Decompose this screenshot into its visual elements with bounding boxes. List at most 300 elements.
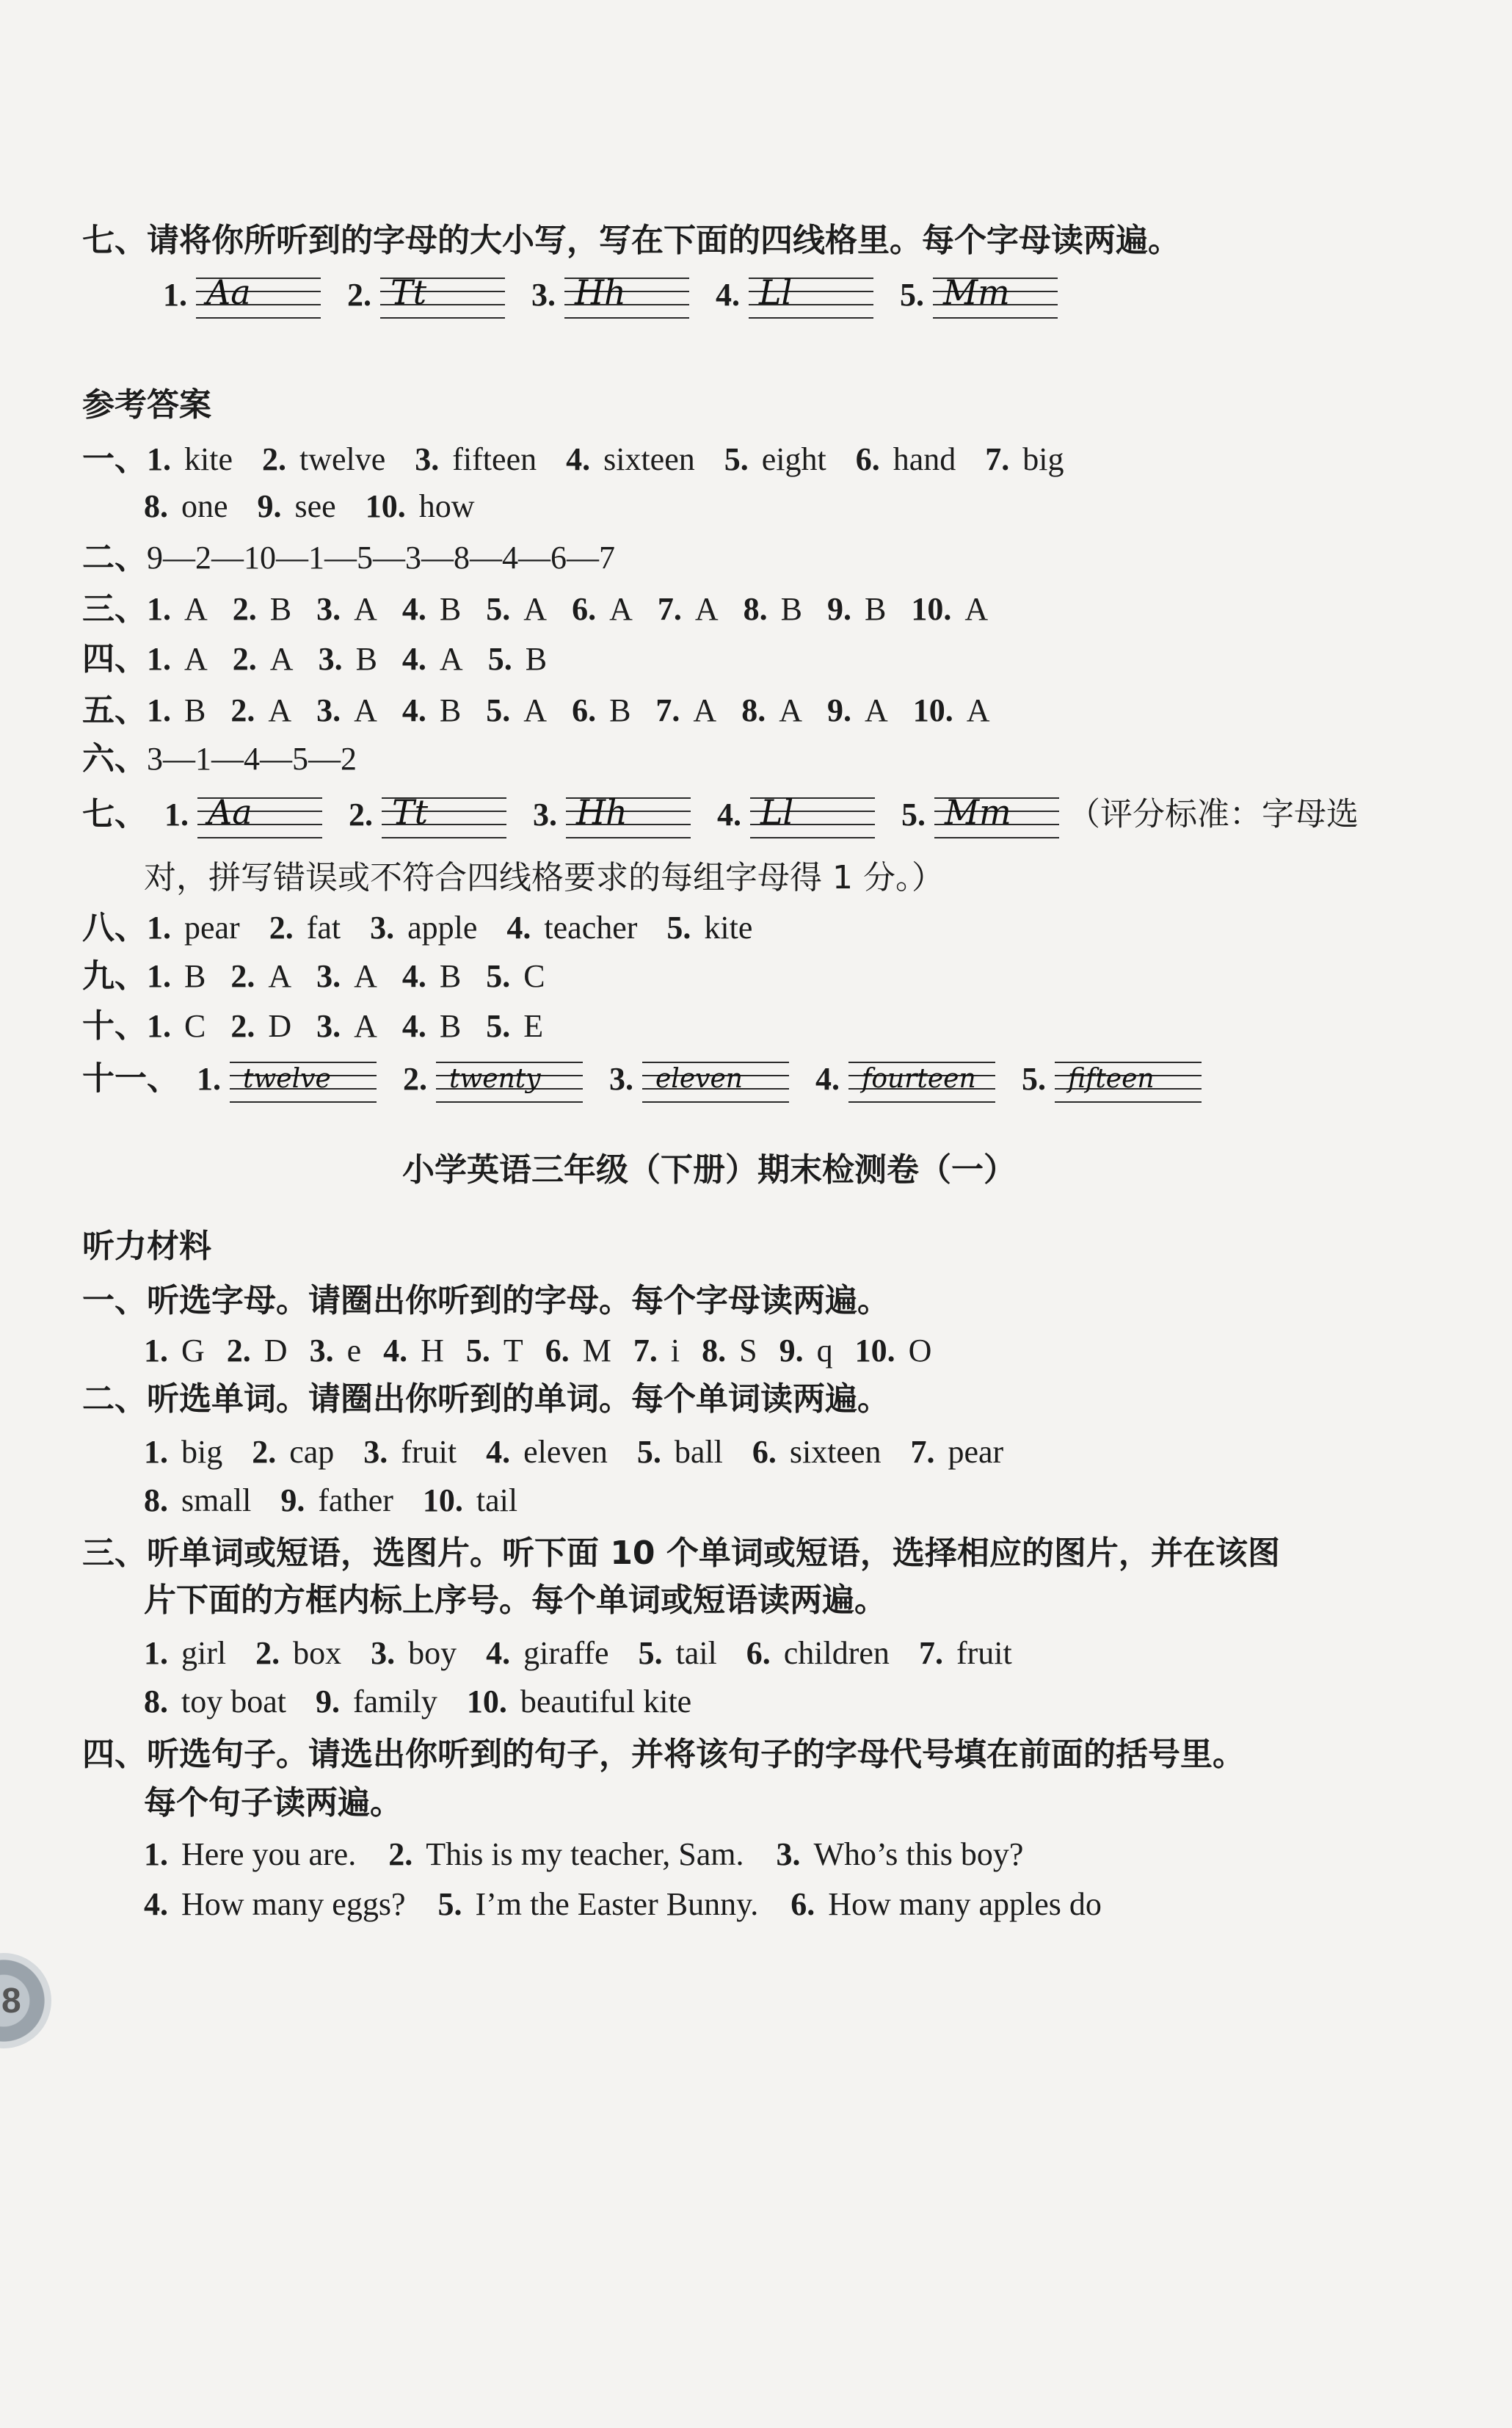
a9-item	[316, 956, 377, 997]
four-line-grid	[749, 273, 873, 320]
a1-item	[258, 486, 336, 527]
listening-3-row-2	[144, 1681, 721, 1722]
exam-title: 小学英语三年级（下册）期末检测卷（一）	[402, 1151, 1016, 1189]
l3-answer: family	[352, 1684, 437, 1719]
a7-number: 3.	[533, 796, 557, 833]
answer-9-label: 九、	[82, 957, 147, 995]
l2-number: 7.	[910, 1434, 935, 1470]
l4-number: 6.	[790, 1886, 815, 1922]
l3-number: 2.	[255, 1635, 280, 1671]
a5-item	[572, 690, 630, 731]
a1-number: 8.	[144, 488, 168, 524]
answer-7-note: （评分标准：字母选	[1068, 795, 1359, 833]
four-line-grid	[934, 793, 1059, 840]
l4-number: 1.	[144, 1836, 168, 1872]
sec7-number: 2.	[347, 276, 371, 313]
a3-number: 5.	[486, 591, 511, 627]
a1-number: 7.	[985, 441, 1010, 477]
l4-number: 5.	[437, 1886, 462, 1922]
l1-number: 9.	[779, 1333, 804, 1369]
l2-answer: ball	[674, 1434, 723, 1470]
a8-item	[147, 907, 240, 949]
l1-item	[633, 1330, 680, 1371]
a5-number: 8.	[741, 692, 766, 728]
a10-item	[402, 1006, 461, 1047]
a4-item	[147, 639, 208, 680]
l1-answer: S	[739, 1333, 757, 1369]
a3-number: 8.	[743, 591, 768, 627]
a1-item	[144, 486, 228, 527]
l1-answer: H	[421, 1333, 444, 1369]
l3-item	[639, 1633, 717, 1674]
a9-answer: B	[184, 958, 206, 994]
a9-number: 3.	[316, 958, 341, 994]
a4-answer: A	[184, 641, 208, 677]
a1-number: 9.	[257, 488, 282, 524]
a10-item	[230, 1006, 291, 1047]
a10-answer: E	[523, 1008, 544, 1044]
four-line-grid	[1055, 1057, 1202, 1104]
l1-answer: i	[670, 1333, 680, 1369]
a5-item	[655, 690, 716, 731]
a1-answer: hand	[893, 441, 956, 477]
a3-item	[233, 589, 291, 630]
l3-item	[919, 1633, 1012, 1674]
a9-item	[147, 956, 206, 997]
listening-1-items	[144, 1330, 953, 1371]
a3-answer: A	[964, 591, 989, 627]
a5-number: 3.	[316, 692, 341, 728]
l1-answer: G	[181, 1333, 205, 1369]
a10-number: 5.	[486, 1008, 511, 1044]
l3-answer: tail	[675, 1635, 717, 1671]
a3-number: 1.	[147, 591, 171, 627]
a5-answer: A	[966, 692, 990, 728]
a4-number: 3.	[318, 641, 343, 677]
a1-answer: how	[418, 488, 475, 524]
a10-number: 4.	[401, 1008, 426, 1044]
l2-item	[423, 1480, 517, 1521]
a3-item	[827, 589, 886, 630]
l3-number: 6.	[746, 1635, 771, 1671]
a5-number: 5.	[486, 692, 511, 728]
l2-number: 10.	[422, 1482, 463, 1518]
a11-number: 5.	[1022, 1060, 1046, 1097]
l2-item	[144, 1480, 251, 1521]
l4-answer: This is my teacher, Sam.	[426, 1836, 744, 1872]
l3-number: 9.	[315, 1684, 340, 1719]
a5-item	[486, 690, 547, 731]
a9-number: 2.	[230, 958, 255, 994]
a4-number: 2.	[232, 641, 257, 677]
four-line-grid	[382, 793, 506, 840]
l1-answer: M	[582, 1333, 611, 1369]
a1-number: 10.	[365, 488, 406, 524]
l2-item	[752, 1432, 882, 1473]
four-line-grid	[197, 793, 322, 840]
a4-answer: B	[525, 641, 548, 677]
l3-item	[486, 1633, 608, 1674]
l3-answer: girl	[181, 1635, 227, 1671]
page-number: 8	[1, 1982, 21, 2021]
answer-7	[82, 793, 1359, 852]
a1-item	[415, 439, 537, 480]
sec7-number: 1.	[163, 276, 187, 313]
a3-item	[402, 589, 461, 630]
listening-2-row-2	[144, 1480, 547, 1521]
l2-number: 2.	[252, 1434, 277, 1470]
a8-answer: apple	[407, 910, 478, 946]
answer-5	[82, 690, 1015, 731]
answer-11-label: 十一、	[82, 1059, 179, 1098]
a5-answer: B	[184, 692, 206, 728]
a3-answer: A	[184, 591, 208, 627]
l2-answer: small	[181, 1482, 252, 1518]
listening-1-heading: 一、听选字母。请圈出你听到的字母。每个字母读两遍。	[82, 1282, 890, 1319]
l3-item	[467, 1681, 691, 1722]
a10-answer: A	[354, 1008, 377, 1044]
a10-item	[147, 1006, 206, 1047]
l2-answer: pear	[948, 1434, 1004, 1470]
four-line-grid	[933, 273, 1058, 320]
four-line-grid	[230, 1057, 377, 1104]
l3-number: 8.	[144, 1684, 168, 1719]
handwritten-answer: Ll	[760, 792, 794, 832]
four-line-grid	[564, 273, 689, 320]
handwritten-answer: Aa	[206, 272, 251, 312]
a4-answer: A	[439, 641, 463, 677]
listening-2-heading: 二、听选单词。请圈出你听到的单词。每个单词读两遍。	[82, 1380, 890, 1418]
sec7-number: 5.	[900, 276, 924, 313]
l4-answer: How many eggs?	[181, 1886, 406, 1922]
a8-answer: kite	[704, 910, 753, 946]
a4-item	[488, 639, 547, 680]
l2-number: 5.	[636, 1434, 661, 1470]
a8-number: 3.	[370, 910, 395, 946]
a5-number: 10.	[912, 692, 953, 728]
l3-answer: box	[293, 1635, 342, 1671]
l1-number: 3.	[309, 1333, 334, 1369]
a9-answer: C	[523, 958, 545, 994]
a1-item	[856, 439, 956, 480]
four-line-grid	[380, 273, 505, 320]
answer-4-label: 四、	[82, 640, 147, 678]
a7-number: 4.	[717, 796, 741, 833]
l2-number: 6.	[752, 1434, 777, 1470]
l1-answer: O	[908, 1333, 932, 1369]
l4-answer: Here you are.	[181, 1836, 357, 1872]
listening-3-heading-cont: 片下面的方框内标上序号。每个单词或短语读两遍。	[144, 1581, 887, 1619]
a3-number: 10.	[911, 591, 952, 627]
a5-item	[741, 690, 802, 731]
handwritten-answer: Hh	[576, 792, 628, 832]
l2-answer: father	[318, 1482, 393, 1518]
a1-answer: kite	[184, 441, 233, 477]
a5-item	[827, 690, 888, 731]
l2-number: 4.	[486, 1434, 511, 1470]
a5-answer: B	[439, 692, 462, 728]
l2-answer: fruit	[401, 1434, 457, 1470]
a3-item	[147, 589, 208, 630]
listening-title: 听力材料	[82, 1228, 211, 1265]
sec7-number: 4.	[716, 276, 740, 313]
l1-number: 6.	[545, 1333, 570, 1369]
a5-number: 2.	[230, 692, 255, 728]
l1-item	[466, 1330, 523, 1371]
l3-number: 4.	[486, 1635, 511, 1671]
l3-answer: beautiful kite	[520, 1684, 692, 1719]
a5-answer: A	[693, 692, 717, 728]
a5-item	[316, 690, 377, 731]
l3-item	[371, 1633, 457, 1674]
l4-answer: How many apples do	[828, 1886, 1102, 1922]
l3-answer: giraffe	[523, 1635, 609, 1671]
l2-answer: sixteen	[789, 1434, 882, 1470]
a1-answer: sixteen	[603, 441, 695, 477]
l3-number: 5.	[638, 1635, 663, 1671]
l1-answer: q	[816, 1333, 833, 1369]
l3-answer: boy	[408, 1635, 457, 1671]
a3-item	[316, 589, 377, 630]
answer-7-label: 七、	[82, 795, 147, 833]
a5-answer: A	[864, 692, 888, 728]
a3-number: 9.	[826, 591, 851, 627]
answer-1-line-2	[144, 486, 504, 527]
a5-answer: A	[779, 692, 802, 728]
l3-answer: children	[783, 1635, 890, 1671]
l2-item	[637, 1432, 723, 1473]
answer-7-note-cont: 对，拼写错误或不符合四线格要求的每组字母得 1 分。）	[144, 859, 944, 896]
l1-number: 8.	[702, 1333, 727, 1369]
a1-answer: fifteen	[452, 441, 537, 477]
a10-answer: B	[439, 1008, 462, 1044]
a3-answer: A	[609, 591, 633, 627]
l4-item	[776, 1834, 1023, 1875]
l4-number: 2.	[388, 1836, 413, 1872]
answer-6	[82, 739, 357, 780]
answer-2-text: 9—2—10—1—5—3—8—4—6—7	[147, 540, 615, 576]
a1-item	[724, 439, 826, 480]
answer-8-label: 八、	[82, 909, 147, 946]
a4-number: 4.	[401, 641, 426, 677]
a3-number: 2.	[232, 591, 257, 627]
answer-4	[82, 639, 572, 680]
a7-number: 1.	[164, 796, 189, 833]
four-line-grid	[436, 1057, 583, 1104]
l2-answer: eleven	[523, 1434, 608, 1470]
l3-item	[746, 1633, 890, 1674]
l4-answer: Who’s this boy?	[813, 1836, 1024, 1872]
a1-number: 2.	[261, 441, 286, 477]
l1-answer: D	[263, 1333, 288, 1369]
a5-answer: A	[523, 692, 548, 728]
a1-answer: one	[181, 488, 228, 524]
a4-number: 1.	[147, 641, 171, 677]
answer-2-label: 二、	[82, 539, 147, 576]
l4-answer: I’m the Easter Bunny.	[475, 1886, 759, 1922]
handwritten-answer: Aa	[208, 792, 252, 832]
l1-number: 4.	[383, 1333, 408, 1369]
a9-number: 5.	[486, 958, 511, 994]
handwritten-answer: Tt	[392, 792, 429, 832]
l2-number: 8.	[144, 1482, 168, 1518]
l3-number: 3.	[371, 1635, 396, 1671]
four-line-grid	[196, 273, 321, 320]
a3-number: 6.	[572, 591, 597, 627]
listening-3-row-1	[144, 1633, 1042, 1674]
a11-number: 4.	[815, 1060, 840, 1097]
answer-3-label: 三、	[82, 590, 147, 628]
a1-answer: eight	[761, 441, 826, 477]
a9-item	[486, 956, 545, 997]
l3-number: 10.	[466, 1684, 507, 1719]
four-line-grid	[750, 793, 875, 840]
a8-number: 2.	[269, 910, 294, 946]
l2-answer: tail	[476, 1482, 518, 1518]
handwritten-answer: eleven	[655, 1064, 743, 1094]
a3-answer: A	[694, 591, 719, 627]
a5-item	[147, 690, 206, 731]
a5-answer: A	[354, 692, 377, 728]
l2-item	[280, 1480, 393, 1521]
a5-item	[230, 690, 291, 731]
l2-item	[144, 1432, 222, 1473]
a9-number: 4.	[401, 958, 426, 994]
a3-number: 7.	[657, 591, 682, 627]
a1-answer: see	[294, 488, 336, 524]
handwritten-answer: twelve	[243, 1064, 331, 1094]
handwritten-answer: fifteen	[1068, 1064, 1155, 1094]
l2-item	[911, 1432, 1004, 1473]
a8-item	[269, 907, 341, 949]
page-number-badge	[0, 1953, 51, 2048]
l1-item	[144, 1330, 205, 1371]
a10-item	[486, 1006, 543, 1047]
answer-5-label: 五、	[82, 692, 147, 729]
a10-number: 3.	[316, 1008, 341, 1044]
l3-number: 7.	[918, 1635, 943, 1671]
a1-item	[985, 439, 1064, 480]
l2-item	[363, 1432, 457, 1473]
a10-answer: C	[184, 1008, 206, 1044]
section-7-heading: 七、请将你所听到的字母的大小写，写在下面的四线格里。每个字母读两遍。	[82, 222, 1180, 259]
l4-number: 3.	[776, 1836, 801, 1872]
a5-number: 9.	[826, 692, 851, 728]
a8-answer: teacher	[544, 910, 638, 946]
answer-3	[82, 589, 1013, 630]
l4-number: 4.	[144, 1886, 168, 1922]
handwritten-answer: Ll	[759, 272, 793, 312]
a7-number: 5.	[901, 796, 926, 833]
a3-item	[911, 589, 988, 630]
handwritten-answer: Tt	[390, 272, 427, 312]
a3-answer: A	[523, 591, 548, 627]
answer-6-text: 3—1—4—5—2	[147, 741, 357, 777]
a9-item	[230, 956, 291, 997]
answer-6-label: 六、	[82, 740, 147, 778]
a5-number: 6.	[572, 692, 597, 728]
a3-answer: B	[269, 591, 292, 627]
l3-number: 1.	[144, 1635, 168, 1671]
answer-2	[82, 537, 615, 579]
listening-4-row-1	[144, 1834, 1055, 1875]
a10-item	[316, 1006, 377, 1047]
l1-item	[310, 1330, 362, 1371]
l1-number: 10.	[854, 1333, 895, 1369]
l4-item	[438, 1884, 759, 1925]
a1-number: 3.	[415, 441, 440, 477]
a3-item	[572, 589, 633, 630]
a8-number: 1.	[147, 910, 171, 946]
a3-answer: B	[780, 591, 802, 627]
a5-item	[402, 690, 461, 731]
four-line-grid	[642, 1057, 789, 1104]
l3-answer: fruit	[956, 1635, 1012, 1671]
answer-11	[82, 1057, 1210, 1116]
answer-1-label: 一、	[82, 441, 147, 478]
handwritten-answer: Mm	[945, 792, 1011, 832]
a3-answer: B	[864, 591, 887, 627]
l4-item	[790, 1884, 1102, 1925]
l3-item	[144, 1633, 226, 1674]
a11-number: 2.	[403, 1060, 427, 1097]
a8-item	[370, 907, 477, 949]
handwritten-answer: twenty	[449, 1064, 541, 1094]
a4-item	[319, 639, 377, 680]
a5-number: 7.	[655, 692, 680, 728]
a10-answer: D	[268, 1008, 292, 1044]
a1-item	[366, 486, 475, 527]
l2-item	[486, 1432, 608, 1473]
a8-item	[666, 907, 752, 949]
a3-item	[744, 589, 802, 630]
l1-item	[227, 1330, 288, 1371]
a1-item	[566, 439, 695, 480]
a9-answer: B	[439, 958, 462, 994]
l2-number: 9.	[280, 1482, 305, 1518]
l1-item	[702, 1330, 757, 1371]
answer-10-label: 十、	[82, 1007, 147, 1045]
a11-number: 3.	[609, 1060, 633, 1097]
a9-answer: A	[268, 958, 292, 994]
answer-8	[82, 907, 782, 949]
l2-number: 3.	[363, 1434, 388, 1470]
a5-item	[913, 690, 990, 731]
sec7-number: 3.	[531, 276, 556, 313]
l1-number: 7.	[633, 1333, 658, 1369]
a5-number: 4.	[401, 692, 426, 728]
l4-item	[144, 1834, 356, 1875]
a4-number: 5.	[487, 641, 512, 677]
a3-number: 3.	[316, 591, 341, 627]
l4-item	[144, 1884, 406, 1925]
answer-10	[82, 1006, 568, 1047]
l2-number: 1.	[144, 1434, 168, 1470]
listening-2-row-1	[144, 1432, 1033, 1473]
a4-answer: A	[269, 641, 294, 677]
a1-item	[262, 439, 385, 480]
a4-item	[402, 639, 463, 680]
a8-answer: pear	[184, 910, 240, 946]
l4-item	[388, 1834, 744, 1875]
a1-answer: big	[1022, 441, 1064, 477]
l1-item	[545, 1330, 611, 1371]
a1-number: 6.	[855, 441, 880, 477]
l2-answer: cap	[289, 1434, 335, 1470]
a1-item	[147, 439, 233, 480]
answer-1-line-1	[82, 439, 1093, 480]
listening-4-row-2	[144, 1884, 1134, 1925]
